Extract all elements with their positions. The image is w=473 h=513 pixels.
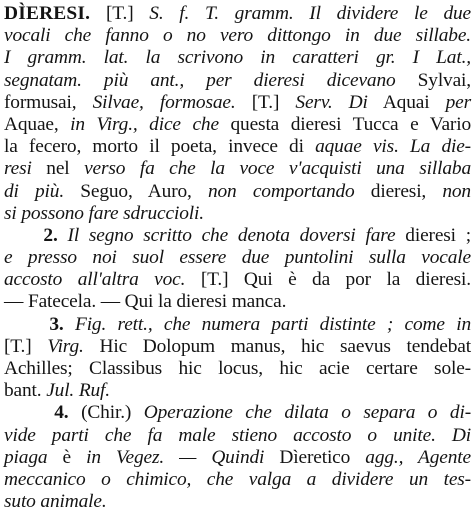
text-run: vocali che fanno o no vero dittongo in due sillabe. [4, 25, 471, 47]
entry-line [4, 447, 471, 469]
text-run: [T.] [235, 91, 296, 113]
text-run: in Vegez. — Quindi [86, 446, 265, 468]
text-run: Silvae, formosae. [92, 91, 236, 113]
text-run: S. f. T. gramm. Il dividere le due [149, 3, 471, 24]
entry-line [4, 291, 471, 313]
entry-line [4, 314, 471, 336]
text-run: segnatam. più ant., per dieresi dicevano [4, 69, 396, 91]
text-run: Virg. [47, 335, 84, 357]
text-run [58, 225, 68, 246]
indent [4, 402, 54, 423]
text-run: aquae vis. [315, 136, 399, 158]
text-run: Sylvai, [395, 69, 471, 91]
text-run: questa dieresi Tucca e Vario [218, 113, 471, 135]
text-run: [T.] [90, 3, 150, 24]
entry-line [4, 269, 471, 291]
entry-line [4, 158, 471, 180]
text-run [399, 136, 410, 157]
entry-line [4, 469, 471, 491]
indent [4, 225, 43, 246]
sense-number: 2. [43, 224, 58, 246]
headword: DÌERESI. [4, 3, 91, 24]
text-run: dieresi ; [395, 224, 472, 246]
text-run: [T.] [4, 335, 48, 357]
text-run: Fig. rett., che numera parti distinte ; come in [75, 313, 471, 335]
text-run: per [445, 91, 472, 113]
text-run: e presso noi suol essere due puntolini sulla vocale [4, 247, 471, 269]
text-run: vide parti che fa male stieno accosto o unite. Di [4, 424, 471, 446]
sense-number: 3. [49, 313, 64, 335]
text-run: di più. [4, 180, 65, 202]
text-run: piaga [4, 446, 48, 468]
text-run: formusai, [4, 91, 93, 113]
entry-line [4, 181, 471, 203]
indent [4, 314, 49, 335]
text-run: resi [4, 158, 32, 180]
text-run: in Virg., dice che [70, 113, 219, 135]
text-run: I gramm. lat. la scrivono in caratteri gr. I Lat., [4, 47, 471, 69]
entry-line [4, 336, 471, 358]
text-run: Hic Dolopum manus, hic saevus tendebat [83, 335, 472, 357]
text-run: Il segno scritto che denota doversi fare [67, 224, 396, 246]
entry-line [4, 402, 471, 424]
text-run: La die- [410, 136, 471, 158]
entry-line [4, 25, 471, 47]
text-run: Seguo, Auro, [64, 180, 208, 202]
text-run: Serv. Di [295, 91, 368, 113]
text-run: non [442, 180, 471, 202]
entry-line [4, 425, 471, 447]
entry-line [4, 225, 471, 247]
entry-line [4, 491, 471, 513]
text-run: si possono fare sdruccioli. [4, 202, 204, 224]
text-run: bant. [4, 380, 47, 402]
entry-line [4, 70, 471, 92]
entry-line [4, 114, 471, 136]
text-run: Aquae, [4, 113, 71, 135]
entry-line [4, 358, 471, 380]
text-run: è [47, 446, 87, 468]
sense-number: 4. [54, 402, 69, 424]
text-run: meccanico o chimico, che valga a dividere un tes- [4, 468, 471, 490]
entry-line [4, 247, 471, 269]
text-run: [T.] Qui è da por la dieresi. [185, 269, 471, 291]
entry-line [4, 380, 471, 402]
text-run: verso fa che la voce v'acquisti una sillaba [84, 158, 471, 180]
entry-line [4, 136, 471, 158]
text-run [64, 314, 75, 335]
text-run: agg., Agente [365, 446, 471, 468]
text-run: dieresi, [354, 180, 443, 202]
text-run: accosto all'altra voc. [4, 269, 186, 291]
text-run: Jul. Ruf. [46, 380, 110, 402]
dictionary-entry [4, 3, 471, 513]
text-run: — Fatecela. — Qui la dieresi manca. [4, 291, 287, 313]
text-run: Operazione che dilata o separa o di- [143, 402, 471, 424]
entry-line [4, 203, 471, 225]
text-run: non comportando [207, 180, 355, 202]
text-run: Achilles; Classibus hic locus, hic acie certare sole- [4, 358, 471, 379]
text-run: Aquai [367, 91, 446, 113]
text-run: la fecero, morto il poeta, invece di [4, 136, 316, 158]
text-run: suto animale. [4, 491, 107, 513]
entry-line [4, 47, 471, 69]
text-run: Dìeretico [264, 446, 366, 468]
text-run: (Chir.) [68, 402, 144, 424]
entry-line [4, 92, 471, 114]
entry-line [4, 3, 471, 25]
text-run: nel [31, 158, 85, 180]
